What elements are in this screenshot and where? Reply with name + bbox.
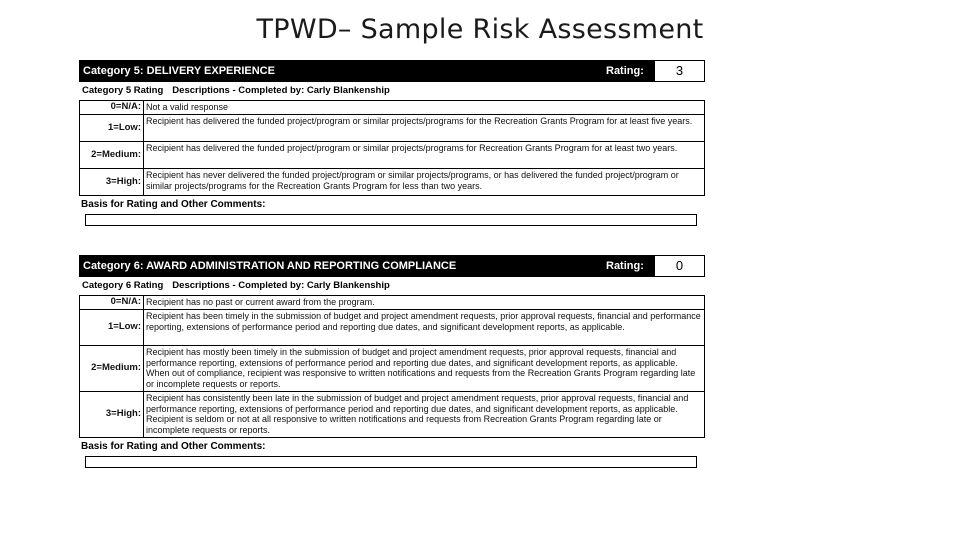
rating-description: Recipient has mostly been timely in the submission of budget and project amendment requests, prior approval requests, financial and performance reporting, extensions of performance period and reporting due dates, and significant development reports, as applicable. When out of compliance, recipient was responsive to written notifications and requests from the Recreation Grants Program regarding late or incomplete requests or reports.	[144, 346, 705, 392]
rating-table	[79, 100, 705, 196]
table-row	[80, 101, 705, 115]
basis-comments-input[interactable]	[85, 456, 697, 468]
desc-prefix: Category 6 Rating	[82, 280, 164, 291]
basis-label: Basis for Rating and Other Comments:	[81, 199, 266, 210]
table-row	[80, 142, 705, 169]
table-row	[80, 310, 705, 346]
rating-description: Recipient has never delivered the funded project/program or similar projects/programs, or has delivered the funded project/program or similar projects/programs for the Recreation Grants Program for less than two years.	[144, 169, 705, 196]
rating-description: Recipient has no past or current award from the program.	[144, 296, 705, 310]
rating-level: 2=Medium:	[80, 346, 144, 392]
category-5-section	[79, 60, 705, 226]
table-row	[80, 346, 705, 392]
desc-prefix: Category 5 Rating	[82, 85, 164, 96]
rating-description: Recipient has consistently been late in the submission of budget and project amendment requests, prior approval requests, financial and performance reporting, extensions of performance period and reporting due dates, and significant development reports, as applicable. Recipient is seldom or not at all responsive to written notifications and requests from Recreation Grants Program regarding late or incomplete requests or reports.	[144, 392, 705, 438]
rating-description: Recipient has delivered the funded project/program or similar projects/programs for Recreation Grants Program for at least two years.	[144, 142, 705, 169]
rating-table	[79, 295, 705, 438]
page-title: TPWD– Sample Risk Assessment	[256, 14, 704, 45]
desc-suffix: Descriptions - Completed by: Carly Blankenship	[172, 280, 390, 291]
rating-description: Not a valid response	[144, 101, 705, 115]
rating-description: Recipient has been timely in the submission of budget and project amendment requests, prior approval requests, financial and performance reporting, extensions of performance period and reporting due dates, and significant development reports, as applicable.	[144, 310, 705, 346]
rating-level: 2=Medium:	[80, 142, 144, 169]
rating-label: Rating:	[606, 65, 644, 77]
rating-level: 0=N/A:	[80, 101, 144, 115]
rating-level: 1=Low:	[80, 115, 144, 142]
table-row	[80, 392, 705, 438]
rating-level: 0=N/A:	[80, 296, 144, 310]
rating-description: Recipient has delivered the funded project/program or similar projects/programs for the Recreation Grants Program for at least five years.	[144, 115, 705, 142]
category-title: Category 5: DELIVERY EXPERIENCE	[83, 65, 275, 77]
category-header	[79, 255, 705, 277]
category-title: Category 6: AWARD ADMINISTRATION AND REPORTING COMPLIANCE	[83, 260, 457, 272]
rating-descriptions-heading	[79, 82, 705, 98]
rating-value-field[interactable]: 0	[654, 255, 705, 277]
table-row	[80, 115, 705, 142]
desc-suffix: Descriptions - Completed by: Carly Blankenship	[172, 85, 390, 96]
rating-level: 1=Low:	[80, 310, 144, 346]
category-header	[79, 60, 705, 82]
table-row	[80, 169, 705, 196]
basis-label: Basis for Rating and Other Comments:	[81, 441, 266, 452]
rating-level: 3=High:	[80, 392, 144, 438]
rating-level: 3=High:	[80, 169, 144, 196]
table-row	[80, 296, 705, 310]
category-6-section	[79, 255, 705, 468]
rating-descriptions-heading	[79, 277, 705, 293]
basis-comments-input[interactable]	[85, 214, 697, 226]
rating-value-field[interactable]: 3	[654, 60, 705, 82]
rating-label: Rating:	[606, 260, 644, 272]
